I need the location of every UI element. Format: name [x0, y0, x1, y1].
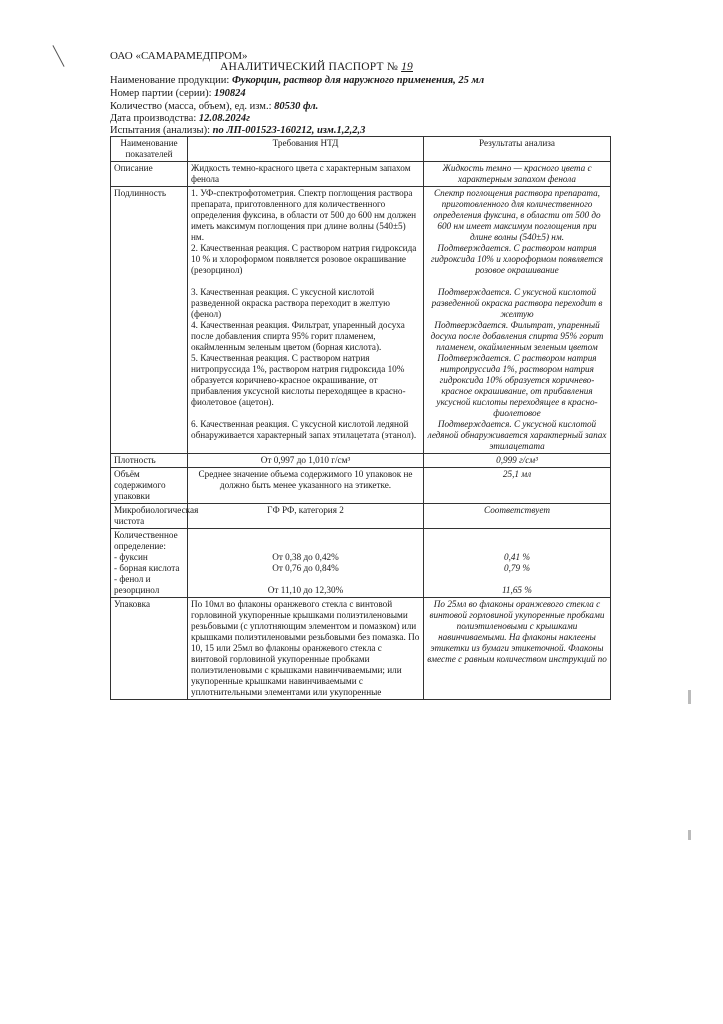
table-row — [111, 598, 611, 700]
row-name: Плотность — [111, 454, 188, 468]
row-name: Описание — [111, 162, 188, 187]
row-requirement: От 0,997 до 1,010 г/см³ — [188, 454, 424, 468]
scan-edge-mark — [688, 690, 691, 704]
row-name: Микробиологическая чистота — [111, 504, 188, 529]
tests-line — [110, 125, 365, 136]
field-value: по ЛП-001523-160212, изм.1,2,2,3 — [212, 125, 366, 136]
field-label: Номер партии (серии): — [110, 88, 212, 99]
table-row — [111, 187, 611, 454]
assay-title: Количественное определение: — [114, 530, 178, 551]
result-item: Подтверждается. С раствором натрия гидроксида 10% и хлороформом появляется розовое окрашивание — [430, 243, 604, 275]
row-requirement: Жидкость темно-красного цвета с характерным запахом фенола — [188, 162, 424, 187]
scan-edge-mark — [688, 830, 691, 840]
requirement-item: 1. УФ-спектрофотометрия. Спектр поглощения раствора препарата, приготовленного для количественного определения фуксина, в области от 500 до 600 нм должен иметь максимум поглощения при длине волны (540±5) нм. — [191, 188, 417, 242]
table-row — [111, 504, 611, 529]
scan-mark — [52, 45, 64, 67]
column-header: Наименование показателей — [111, 137, 188, 162]
row-result: Соответствует — [424, 504, 611, 529]
requirement-item: 5. Качественная реакция. С раствором натрия нитропруссида 1%, раствором натрия гидроксида 10% образуется коричнево-красное окрашивание, от прибавления уксусной кислоты переходящее в красно-фиолетовое (ацетон). — [191, 353, 406, 407]
table-header-row — [111, 137, 611, 162]
field-label: Количество (масса, объем), ед. изм.: — [110, 101, 272, 112]
table-row — [111, 454, 611, 468]
row-result — [424, 529, 611, 598]
row-requirement — [188, 529, 424, 598]
requirement-item: 2. Качественная реакция. С раствором натрия гидроксида 10 % и хлороформом появляется розовое окрашивание (резорцинол) — [191, 243, 417, 275]
row-requirement: По 10мл во флаконы оранжевого стекла с винтовой горловиной укупоренные крышками полиэтиленовыми резьбовыми (с уплотняющим элементом и помазком) или крышками полиэтиленовыми резьбовыми без помазка. По 10, 15 или 25мл во флаконы оранжевого стекла с винтовой горловиной укупоренные пробками полиэтиленовыми с крышками навинчиваемыми; или укупоренные крышками навинчиваемыми с уплотнительными элементами или укупоренные — [188, 598, 424, 700]
result-item: Подтверждается. С уксусной кислотой ледяной обнаруживается характерный запах этилацетата — [427, 419, 607, 451]
field-value: 190824 — [214, 88, 246, 99]
result-item: Подтверждается. Фильтрат, упаренный досуха после добавления спирта 95% горит пламенем, окаймленным зеленым цветом — [430, 320, 604, 352]
document-title — [220, 61, 413, 73]
title-number: 19 — [401, 61, 413, 73]
assay-item-name: - фуксин — [114, 552, 148, 562]
row-result: Жидкость темно — красного цвета с характерным запахом фенола — [424, 162, 611, 187]
row-requirement: ГФ РФ, категория 2 — [188, 504, 424, 529]
table-row — [111, 468, 611, 504]
assay-item-name: - борная кислота — [114, 563, 180, 573]
row-result: По 25мл во флаконы оранжевого стекла с винтовой горловиной укупоренные пробками полиэтиленовыми с крышками навинчиваемыми. На флаконы наклеены этикетки из бумаги этикеточной. Флаконы вместе с равным количеством инструкций по — [424, 598, 611, 700]
assay-item-result: 0,79 % — [503, 563, 531, 573]
production-date-line — [110, 113, 250, 124]
result-item: Подтверждается. С уксусной кислотой разведенной окраска раствора переходит в желтую — [431, 287, 603, 319]
requirement-item: 4. Качественная реакция. Фильтрат, упаренный досуха после добавления спирта 95% горит пламенем, окаймленным зеленым цветом (борная кислота). — [191, 320, 405, 352]
assay-item-requirement: От 11,10 до 12,30% — [267, 585, 344, 595]
column-header: Результаты анализа — [424, 137, 611, 162]
assay-item-requirement: От 0,38 до 0,42% — [272, 552, 339, 562]
table-row — [111, 529, 611, 598]
result-item: Подтверждается. С раствором натрия нитропруссида 1%, раствором натрия гидроксида 10% образуется коричнево-красное окрашивание, от прибавления уксусной кислоты переходящее в красно-фиолетовое — [436, 353, 598, 418]
table-row — [111, 162, 611, 187]
row-name: Упаковка — [111, 598, 188, 700]
requirement-item: 6. Качественная реакция. С уксусной кислотой ледяной обнаруживается характерный запах этилацетата (этанол). — [191, 419, 417, 440]
assay-item-requirement: От 0,76 до 0,84% — [272, 563, 339, 573]
row-result — [424, 187, 611, 454]
row-name — [111, 529, 188, 598]
assay-item-name: - фенол и резорцинол — [114, 574, 160, 595]
row-name: Объём содержимого упаковки — [111, 468, 188, 504]
field-label: Дата производства: — [110, 113, 197, 124]
title-text: АНАЛИТИЧЕСКИЙ ПАСПОРТ № — [220, 61, 398, 73]
batch-number-line — [110, 88, 246, 99]
field-label: Испытания (анализы): — [110, 125, 210, 136]
quantity-line — [110, 101, 318, 112]
field-value: Фукорцин, раствор для наружного применения, 25 мл — [231, 75, 485, 86]
field-label: Наименование продукции: — [110, 75, 230, 86]
row-result: 25,1 мл — [424, 468, 611, 504]
analysis-table — [110, 136, 611, 700]
requirement-item: 3. Качественная реакция. С уксусной кислотой разведенной окраска раствора переходит в желтую (фенол) — [191, 287, 390, 319]
product-name-line — [110, 75, 484, 86]
company-name: ОАО «САМАРАМЕДПРОМ» — [110, 50, 248, 62]
row-result: 0,999 г/см³ — [424, 454, 611, 468]
row-name: Подлинность — [111, 187, 188, 454]
row-requirement: Среднее значение объема содержимого 10 упаковок не должно быть менее указанного на этикетке. — [188, 468, 424, 504]
result-item: Спектр поглощения раствора препарата, приготовленного для количественного определения фуксина, в области от 500 до 600 нм имеет максимум поглощения при длине волны (540±5) нм. — [433, 188, 601, 242]
field-value: 12.08.2024г — [198, 113, 251, 124]
assay-item-result: 0,41 % — [503, 552, 531, 562]
assay-item-result: 11,65 % — [502, 585, 532, 595]
column-header: Требования НТД — [188, 137, 424, 162]
field-value: 80530 фл. — [274, 101, 319, 112]
row-requirement — [188, 187, 424, 454]
